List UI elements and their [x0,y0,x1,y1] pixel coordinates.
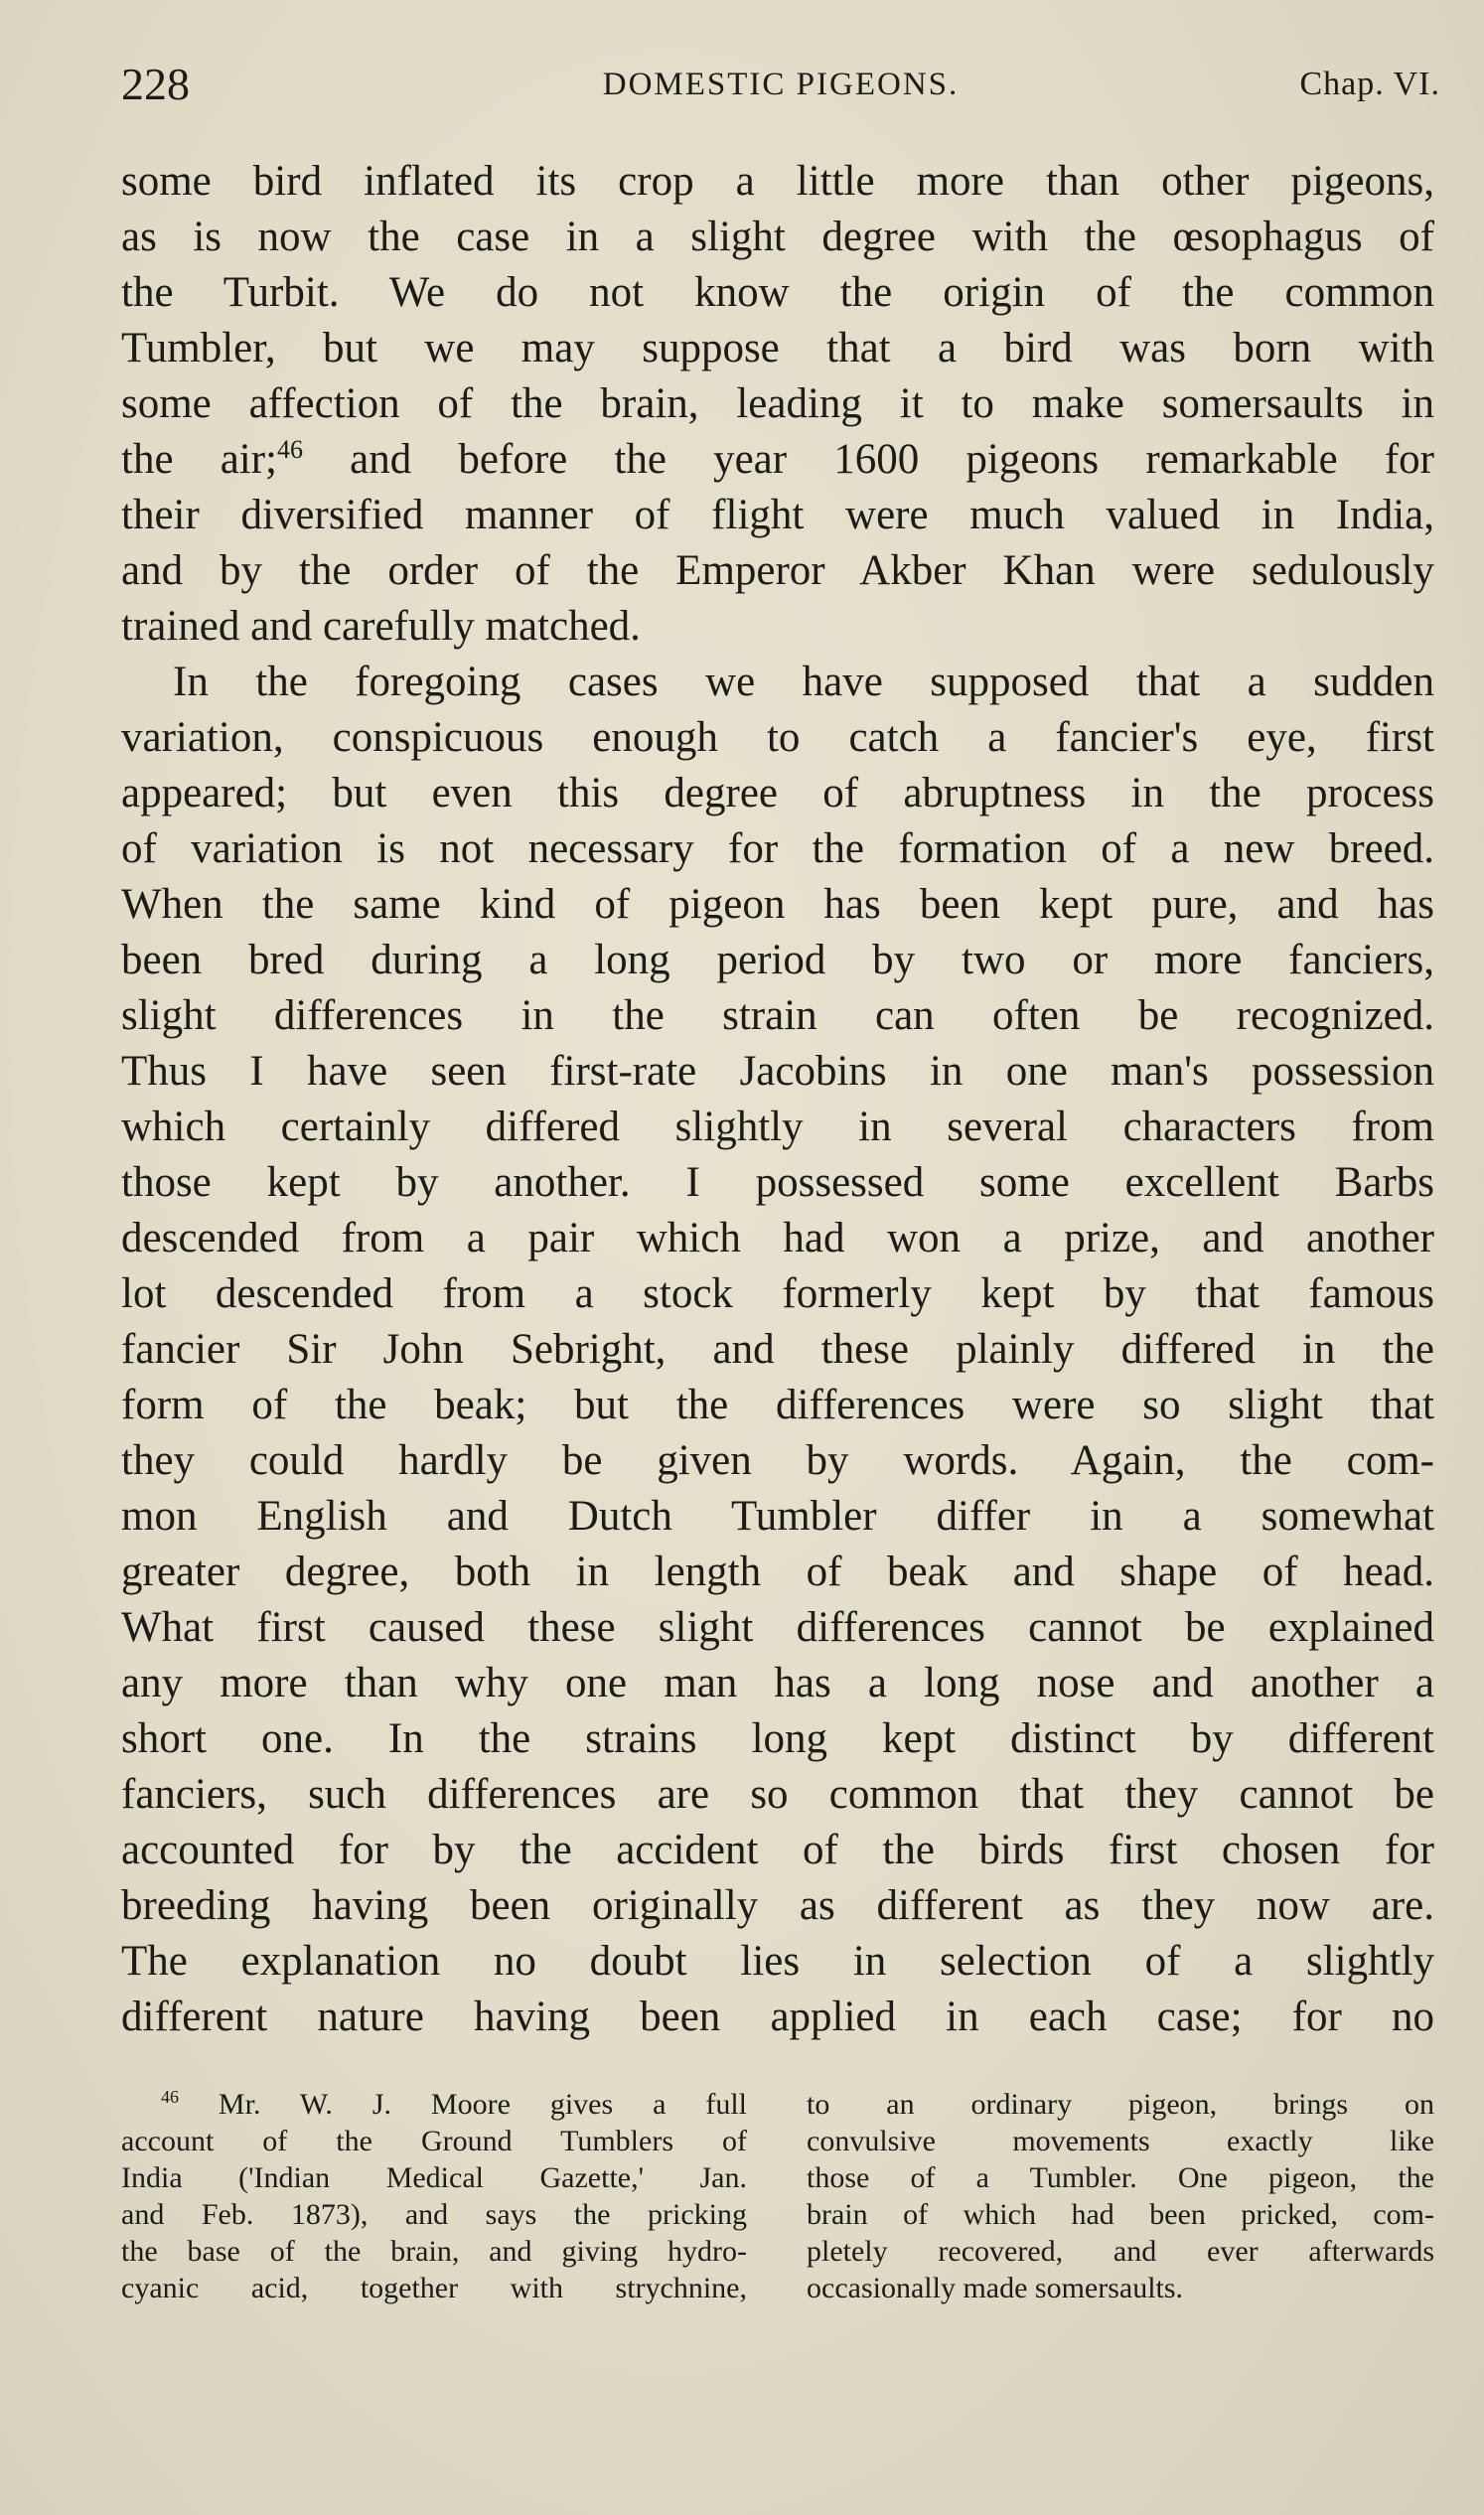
text-line: which certainly differed slightly in several characters from [121,1104,1434,1150]
text-line: different nature having been applied in each case; for no [121,1994,1434,2040]
footnote-fragment: Mr. W. J. Moore gives a full [179,2088,747,2121]
text-line: they could hardly be given by words. Again, the com- [121,1437,1434,1484]
footnote-column-right [807,2086,1434,2306]
footnote-line: account of the Ground Tumblers of [121,2125,747,2157]
text-line: greater degree, both in length of beak and shape of head. [121,1549,1434,1595]
text-line: and by the order of the Emperor Akber Khan were sedulously [121,547,1434,594]
footnote-line: cyanic acid, together with strychnine, [121,2272,747,2304]
text-line: descended from a pair which had won a prize, and another [121,1215,1434,1261]
text-fragment: the air; [121,436,277,483]
footnote-line: those of a Tumbler. One pigeon, the [807,2161,1434,2194]
text-line: Thus I have seen first-rate Jacobins in one man's possession [121,1048,1434,1095]
text-line: their diversified manner of flight were much valued in India, [121,492,1434,538]
footnote-marker-46: 46 [161,2087,179,2107]
text-line: mon English and Dutch Tumbler differ in a somewhat [121,1493,1434,1540]
footnote-line [121,2086,747,2123]
text-line: those kept by another. I possessed some excellent Barbs [121,1159,1434,1206]
text-line: The explanation no doubt lies in selection of a slightly [121,1938,1434,1985]
footnote-column-left [121,2086,747,2306]
text-line: short one. In the strains long kept distinct by different [121,1715,1434,1762]
text-line: slight differences in the strain can often be recognized. [121,992,1434,1039]
body-text [121,154,1434,2045]
text-line: variation, conspicuous enough to catch a fancier's eye, first [121,714,1434,761]
text-line [121,432,1434,488]
footnote-line: and Feb. 1873), and says the pricking [121,2198,747,2231]
footnote-line: pletely recovered, and ever afterwards [807,2235,1434,2268]
chapter-label: Chap. VI. [1299,66,1440,102]
text-line: as is now the case in a slight degree with the œsophagus of [121,214,1434,260]
text-line: some affection of the brain, leading it to make somersaults in [121,380,1434,427]
footnote-line: convulsive movements exactly like [807,2125,1434,2157]
paragraph-start: In the foregoing cases we have supposed that a sudden [173,659,1434,705]
footnotes [121,2086,1434,2354]
footnote-line: India ('Indian Medical Gazette,' Jan. [121,2161,747,2194]
text-fragment: and before the year 1600 pigeons remarkable for [303,436,1434,483]
text-line: lot descended from a stock formerly kept by that famous [121,1270,1434,1317]
text-line: What first caused these slight differences cannot be explained [121,1604,1434,1651]
footnote-line: the base of the brain, and giving hydro- [121,2235,747,2268]
text-line: accounted for by the accident of the birds first chosen for [121,1827,1434,1873]
text-line: appeared; but even this degree of abruptness in the process [121,770,1434,816]
footnote-ref-46: 46 [277,435,303,464]
text-line: fanciers, such differences are so common that they cannot be [121,1771,1434,1818]
text-line: fancier Sir John Sebright, and these plainly differed in the [121,1326,1434,1373]
text-line: been bred during a long period by two or more fanciers, [121,937,1434,983]
footnote-line: to an ordinary pigeon, brings on [807,2088,1434,2121]
text-line: Tumbler, but we may suppose that a bird was born with [121,325,1434,371]
page-header [121,55,1440,114]
footnote-line: occasionally made somersaults. [807,2272,1184,2304]
text-line: breeding having been originally as different as they now are. [121,1882,1434,1929]
text-line: When the same kind of pigeon has been kept pure, and has [121,881,1434,928]
text-line: any more than why one man has a long nose and another a [121,1660,1434,1706]
text-line: trained and carefully matched. [121,603,641,650]
text-line: form of the beak; but the differences were so slight that [121,1382,1434,1428]
running-title: DOMESTIC PIGEONS. [602,67,960,102]
text-line: of variation is not necessary for the formation of a new breed. [121,825,1434,872]
text-line: the Turbit. We do not know the origin of the common [121,269,1434,316]
text-line: some bird inflated its crop a little more than other pigeons, [121,158,1434,205]
page-number: 228 [121,59,190,109]
footnote-line: brain of which had been pricked, com- [807,2198,1434,2231]
